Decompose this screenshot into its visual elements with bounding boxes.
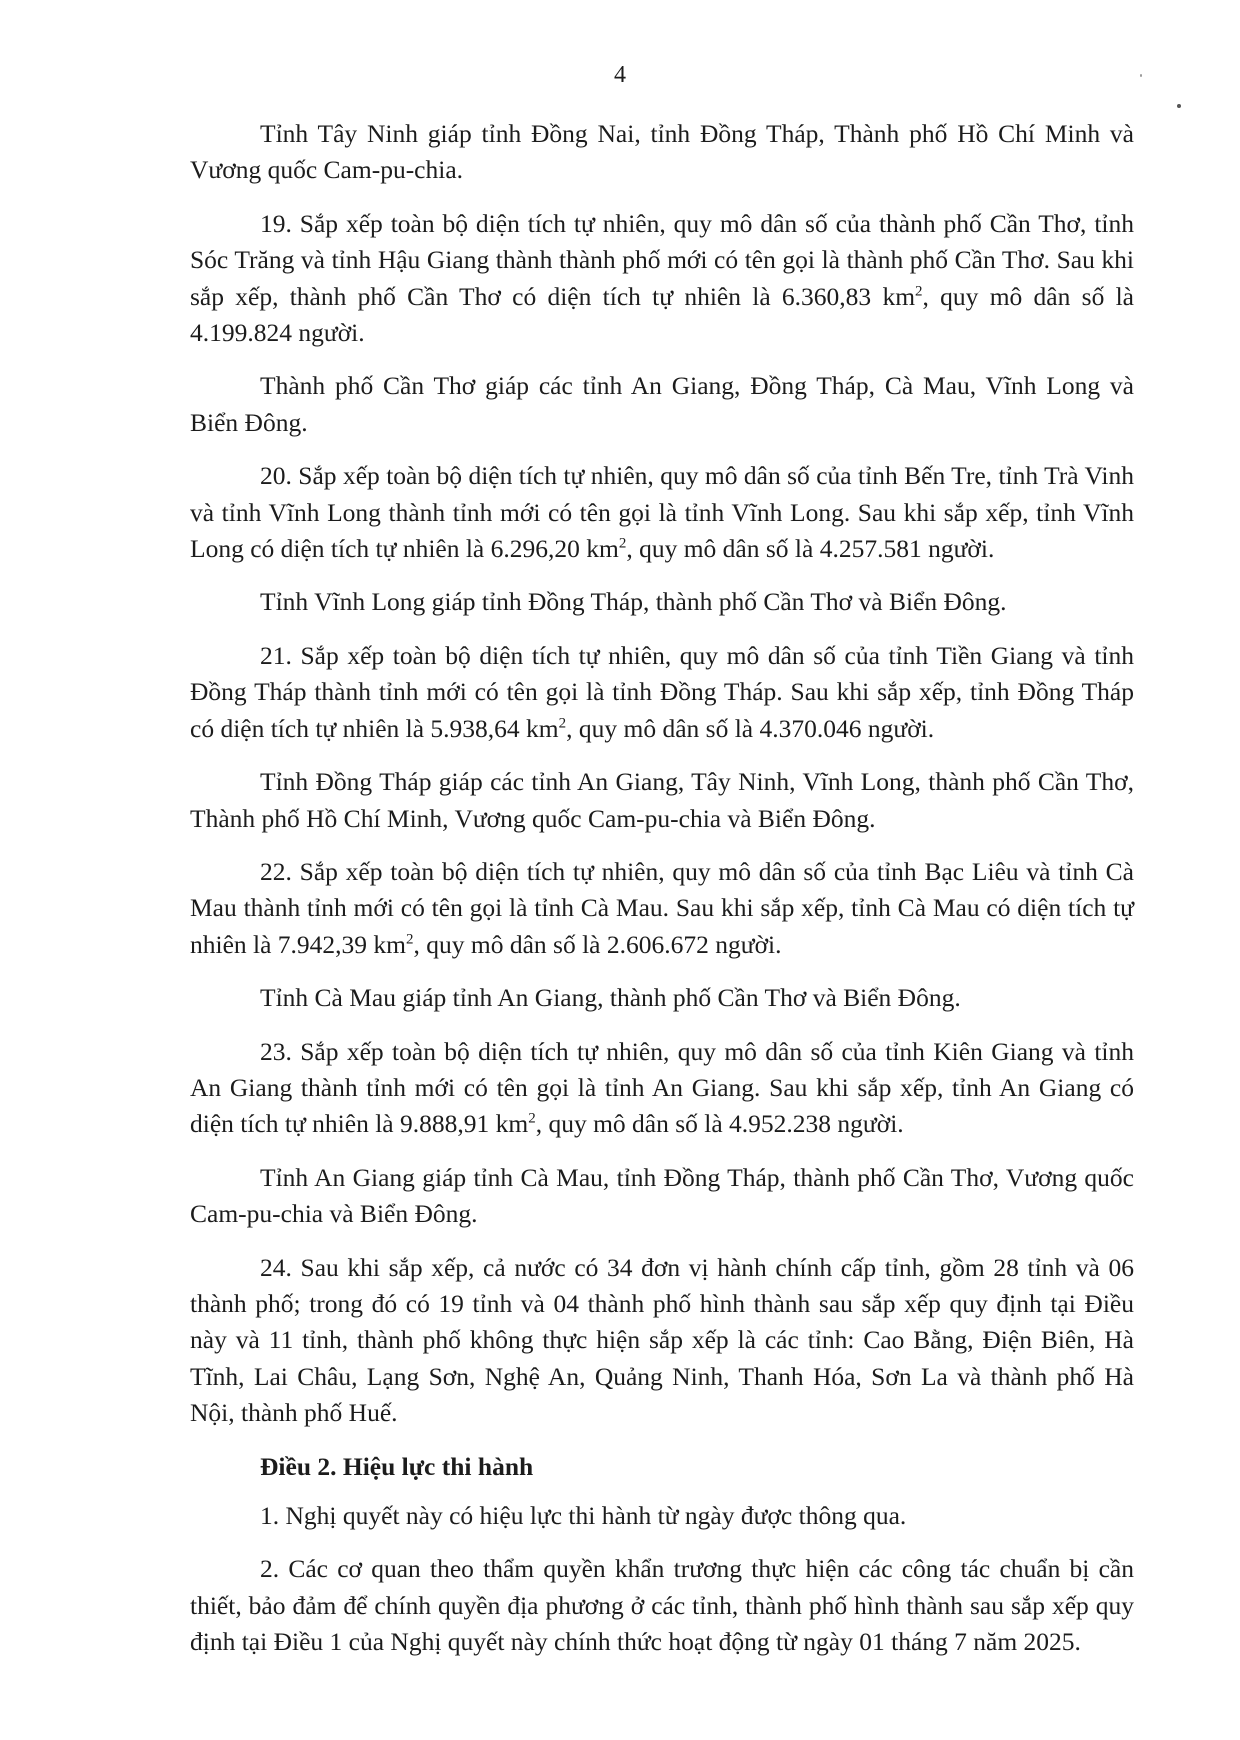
paragraph-vinh-long-borders: Tỉnh Vĩnh Long giáp tỉnh Đồng Tháp, thành phố Cần Thơ và Biển Đông. [260,587,1007,617]
scan-speck [1177,104,1181,108]
paragraph-tay-ninh-borders: Tỉnh Tây Ninh giáp tỉnh Đồng Nai, tỉnh Đồng Tháp, Thành phố Hồ Chí Minh và Vương quốc Cam-pu-chia. [190,119,1134,185]
paragraph-can-tho-borders: Thành phố Cần Thơ giáp các tỉnh An Giang, Đồng Tháp, Cà Mau, Vĩnh Long và Biển Đông. [190,371,1134,437]
paragraph-item-23: 23. Sắp xếp toàn bộ diện tích tự nhiên, quy mô dân số của tỉnh Kiên Giang và tỉnh An Giang thành tỉnh mới có tên gọi là tỉnh An Giang. Sau khi sắp xếp, tỉnh An Giang có diện tích tự nhiên là 9.888,91 $km^2$, quy mô dân số là 4.952.238 người. [190,1036,1134,1139]
paragraph-item-20: 20. Sắp xếp toàn bộ diện tích tự nhiên, quy mô dân số của tỉnh Bến Tre, tỉnh Trà Vinh và tỉnh Vĩnh Long thành tỉnh mới có tên gọi là tỉnh Vĩnh Long. Sau khi sắp xếp, tỉnh Vĩnh Long có diện tích tự nhiên là 6.296,20 $km^2$, quy mô dân số là 4.257.581 người. [190,461,1134,564]
paragraph-item-21: 21. Sắp xếp toàn bộ diện tích tự nhiên, quy mô dân số của tỉnh Tiền Giang và tỉnh Đồng Tháp thành tỉnh mới có tên gọi là tỉnh Đồng Tháp. Sau khi sắp xếp, tỉnh Đồng Tháp có diện tích tự nhiên là 5.938,64 $km^2$, quy mô dân số là 4.370.046 người. [190,640,1134,743]
paragraph-dong-thap-borders: Tỉnh Đồng Tháp giáp các tỉnh An Giang, Tây Ninh, Vĩnh Long, thành phố Cần Thơ, Thành phố Hồ Chí Minh, Vương quốc Cam-pu-chia và Biển Đông. [190,767,1134,833]
paragraph-ca-mau-borders: Tỉnh Cà Mau giáp tỉnh An Giang, thành phố Cần Thơ và Biển Đông. [260,983,961,1013]
paragraph-an-giang-borders: Tỉnh An Giang giáp tỉnh Cà Mau, tỉnh Đồng Tháp, thành phố Cần Thơ, Vương quốc Cam-pu-chia và Biển Đông. [190,1162,1134,1229]
paragraph-article-2-clause-2: 2. Các cơ quan theo thẩm quyền khẩn trương thực hiện các công tác chuẩn bị cần thiết, bảo đảm để chính quyền địa phương ở các tỉnh, thành phố hình thành sau sắp xếp quy định tại Điều 1 của Nghị quyết này chính thức hoạt động từ ngày 01 tháng 7 năm 2025. [190,1554,1134,1657]
article-2-heading: Điều 2. Hiệu lực thi hành [260,1451,534,1481]
document-body [190,116,1134,1678]
paragraph-article-2-clause-1: 1. Nghị quyết này có hiệu lực thi hành từ ngày được thông qua. [260,1501,907,1530]
scan-speck [1140,74,1142,77]
page-number: 4 [614,62,626,88]
paragraph-item-24: 24. Sau khi sắp xếp, cả nước có 34 đơn vị hành chính cấp tỉnh, gồm 28 tỉnh và 06 thành phố; trong đó có 19 tỉnh và 04 thành phố hình thành sau sắp xếp quy định tại Điều này và 11 tỉnh, thành phố không thực hiện sắp xếp là các tỉnh: Cao Bằng, Điện Biên, Hà Tĩnh, Lai Châu, Lạng Sơn, Nghệ An, Quảng Ninh, Thanh Hóa, Sơn La và thành phố Hà Nội, thành phố Huế. [190,1252,1134,1428]
paragraph-item-19: 19. Sắp xếp toàn bộ diện tích tự nhiên, quy mô dân số của thành phố Cần Thơ, tỉnh Sóc Trăng và tỉnh Hậu Giang thành thành phố mới có tên gọi là thành phố Cần Thơ. Sau khi sắp xếp, thành phố Cần Thơ có diện tích tự nhiên là 6.360,83 $km^2$, quy mô dân số là 4.199.824 người. [190,208,1134,348]
paragraph-item-22: 22. Sắp xếp toàn bộ diện tích tự nhiên, quy mô dân số của tỉnh Bạc Liêu và tỉnh Cà Mau thành tỉnh mới có tên gọi là tỉnh Cà Mau. Sau khi sắp xếp, tỉnh Cà Mau có diện tích tự nhiên là 7.942,39 $km^2$, quy mô dân số là 2.606.672 người. [190,856,1134,959]
